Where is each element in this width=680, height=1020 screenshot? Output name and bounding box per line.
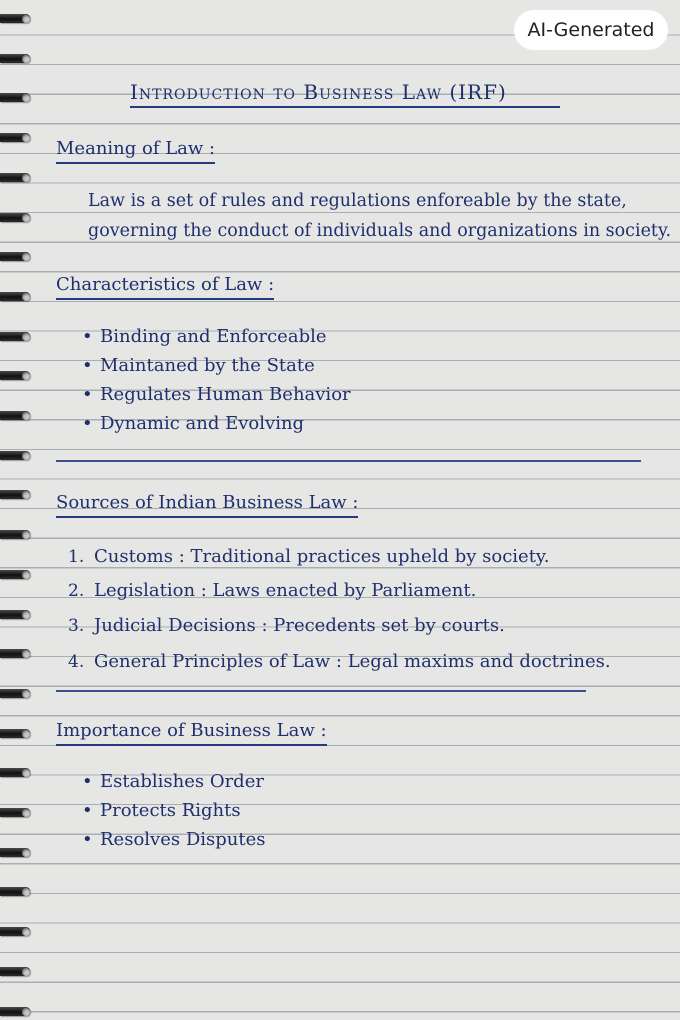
binding-hole bbox=[22, 611, 30, 619]
bullet-icon: • bbox=[82, 355, 93, 376]
meaning-line-2: governing the conduct of individuals and organizations in society. bbox=[88, 221, 672, 241]
binding-hole bbox=[22, 214, 30, 222]
binding-hole bbox=[22, 1008, 30, 1016]
importance-heading: Importance of Business Law : bbox=[56, 718, 327, 746]
characteristics-list bbox=[82, 322, 351, 438]
list-item: • Regulates Human Behavior bbox=[82, 380, 351, 409]
meaning-line-1: Law is a set of rules and regulations enforeable by the state, bbox=[88, 191, 627, 211]
list-item: • Establishes Order bbox=[82, 767, 265, 796]
binding-hole bbox=[22, 571, 30, 579]
list-item: • Maintaned by the State bbox=[82, 351, 351, 380]
binding-hole bbox=[22, 55, 30, 63]
list-item: 3. Judicial Decisions : Precedents set by courts. bbox=[68, 615, 505, 636]
binding-hole bbox=[22, 412, 30, 420]
binding-hole bbox=[22, 888, 30, 896]
binding-hole bbox=[22, 174, 30, 182]
characteristics-heading: Characteristics of Law : bbox=[56, 272, 274, 300]
binding-hole bbox=[22, 650, 30, 658]
bullet-icon: • bbox=[82, 800, 93, 821]
binding-hole bbox=[22, 333, 30, 341]
binding-hole bbox=[22, 769, 30, 777]
section-divider bbox=[56, 690, 586, 692]
binding-hole bbox=[22, 15, 30, 23]
bullet-icon: • bbox=[82, 771, 93, 792]
list-item: • Protects Rights bbox=[82, 796, 265, 825]
binding-hole bbox=[22, 928, 30, 936]
binding-hole bbox=[22, 531, 30, 539]
section-divider bbox=[56, 460, 641, 462]
binding-hole bbox=[22, 968, 30, 976]
binding-hole bbox=[22, 372, 30, 380]
binding-hole bbox=[22, 690, 30, 698]
binding-hole bbox=[22, 253, 30, 261]
binding-hole bbox=[22, 849, 30, 857]
sources-heading: Sources of Indian Business Law : bbox=[56, 490, 358, 518]
binding-hole bbox=[22, 452, 30, 460]
list-item: • Dynamic and Evolving bbox=[82, 409, 351, 438]
bullet-icon: • bbox=[82, 384, 93, 405]
list-item: • Binding and Enforceable bbox=[82, 322, 351, 351]
binding-hole bbox=[22, 94, 30, 102]
bullet-icon: • bbox=[82, 829, 93, 850]
bullet-icon: • bbox=[82, 326, 93, 347]
binding-hole bbox=[22, 809, 30, 817]
sources-list bbox=[68, 540, 611, 680]
binding-hole bbox=[22, 293, 30, 301]
list-item: 1. Customs : Traditional practices upheld by society. bbox=[68, 546, 550, 567]
ai-generated-badge: AI-Generated bbox=[514, 10, 668, 50]
binding-hole bbox=[22, 730, 30, 738]
list-item: • Resolves Disputes bbox=[82, 825, 265, 854]
binding-hole bbox=[22, 134, 30, 142]
list-item: 2. Legislation : Laws enacted by Parliament. bbox=[68, 580, 477, 601]
binding-hole bbox=[22, 491, 30, 499]
bullet-icon: • bbox=[82, 413, 93, 434]
spiral-binding bbox=[0, 0, 34, 1020]
list-item: 4. General Principles of Law : Legal maxims and doctrines. bbox=[68, 651, 611, 672]
importance-list bbox=[82, 767, 265, 854]
page-title: Introduction to Business Law (IRF) bbox=[130, 78, 560, 108]
meaning-heading: Meaning of Law : bbox=[56, 136, 215, 164]
